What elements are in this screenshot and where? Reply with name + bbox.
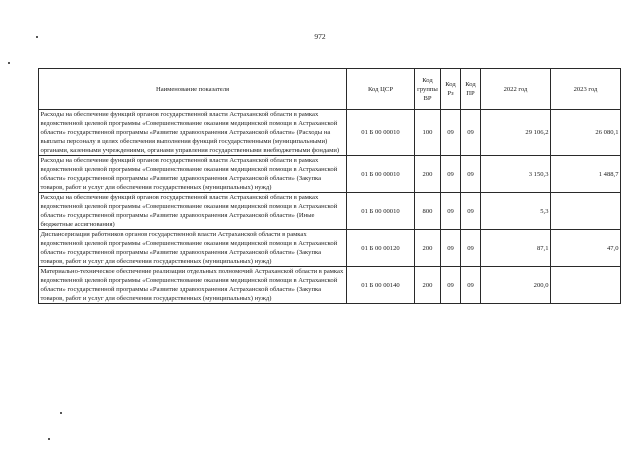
scan-speck (48, 438, 50, 440)
row-pr: 09 (461, 156, 481, 193)
row-rz: 09 (441, 193, 461, 230)
scan-speck (36, 36, 38, 38)
row-name: Диспансеризация работников органов государственной власти Астраханской области в рамках ведомственной целевой программы «Совершенствование оказания медицинской помощи в Астраханской области» государственной программы «Развитие здравоохранения Астраханской области» (Закупка товаров, работ и услуг для обеспечения государственных (муниципальных) нужд) (39, 230, 347, 267)
row-2022: 5,3 (481, 193, 551, 230)
row-2022: 87,1 (481, 230, 551, 267)
header-csr: Код ЦСР (347, 69, 415, 110)
row-name: Расходы на обеспечение функций органов государственной власти Астраханской области в рамках ведомственной целевой программы «Совершенствование оказания медицинской помощи в Астраханской области» государственной программы «Развитие здравоохранения Астраханской области» (Расходы на выплаты персоналу в целях обеспечения выполнения функций государственными (муниципальными) органами, казенными учреждениями, органами управления государственными внебюджетными фондами) (39, 110, 347, 156)
row-rz: 09 (441, 267, 461, 304)
row-2022: 29 106,2 (481, 110, 551, 156)
row-csr: 01 Б 00 00010 (347, 156, 415, 193)
row-csr: 01 Б 00 00140 (347, 267, 415, 304)
table-row (39, 267, 621, 304)
row-pr: 09 (461, 230, 481, 267)
table-row (39, 110, 621, 156)
row-2023: 26 080,1 (551, 110, 621, 156)
row-2023 (551, 267, 621, 304)
row-name: Расходы на обеспечение функций органов государственной власти Астраханской области в рамках ведомственной целевой программы «Совершенствование оказания медицинской помощи в Астраханской области» государственной программы «Развитие здравоохранения Астраханской области» (Закупка товаров, работ и услуг для обеспечения государственных (муниципальных) нужд) (39, 156, 347, 193)
header-2022: 2022 год (481, 69, 551, 110)
row-vr: 100 (415, 110, 441, 156)
row-2022: 3 150,3 (481, 156, 551, 193)
scan-speck (60, 412, 62, 414)
scan-speck (8, 62, 10, 64)
row-rz: 09 (441, 230, 461, 267)
table-row (39, 230, 621, 267)
header-2023: 2023 год (551, 69, 621, 110)
row-pr: 09 (461, 193, 481, 230)
table-row (39, 193, 621, 230)
row-2023: 47,0 (551, 230, 621, 267)
row-csr: 01 Б 00 00010 (347, 193, 415, 230)
row-name: Материально-техническое обеспечение реализации отдельных полномочий Астраханской области в рамках ведомственной целевой программы «Совершенствование оказания медицинской помощи в Астраханской области» государственной программы «Развитие здравоохранения Астраханской области» (Закупка товаров, работ и услуг для обеспечения государственных (муниципальных) нужд) (39, 267, 347, 304)
row-2023: 1 488,7 (551, 156, 621, 193)
row-2022: 200,0 (481, 267, 551, 304)
row-vr: 200 (415, 267, 441, 304)
row-vr: 800 (415, 193, 441, 230)
row-name: Расходы на обеспечение функций органов государственной власти Астраханской области в рамках ведомственной целевой программы «Совершенствование оказания медицинской помощи в Астраханской области» государственной программы «Развитие здравоохранения Астраханской области» (Иные бюджетные ассигнования) (39, 193, 347, 230)
header-vr: Код группы ВР (415, 69, 441, 110)
row-2023 (551, 193, 621, 230)
header-pr: Код ПР (461, 69, 481, 110)
row-pr: 09 (461, 110, 481, 156)
row-rz: 09 (441, 110, 461, 156)
row-vr: 200 (415, 230, 441, 267)
table-header-row (39, 69, 621, 110)
row-csr: 01 Б 00 00010 (347, 110, 415, 156)
row-rz: 09 (441, 156, 461, 193)
table-row (39, 156, 621, 193)
page-number: 972 (314, 32, 326, 41)
header-rz: Код Рз (441, 69, 461, 110)
header-name: Наименование показателя (39, 69, 347, 110)
row-csr: 01 Б 00 00120 (347, 230, 415, 267)
row-vr: 200 (415, 156, 441, 193)
row-pr: 09 (461, 267, 481, 304)
budget-table (38, 68, 621, 304)
